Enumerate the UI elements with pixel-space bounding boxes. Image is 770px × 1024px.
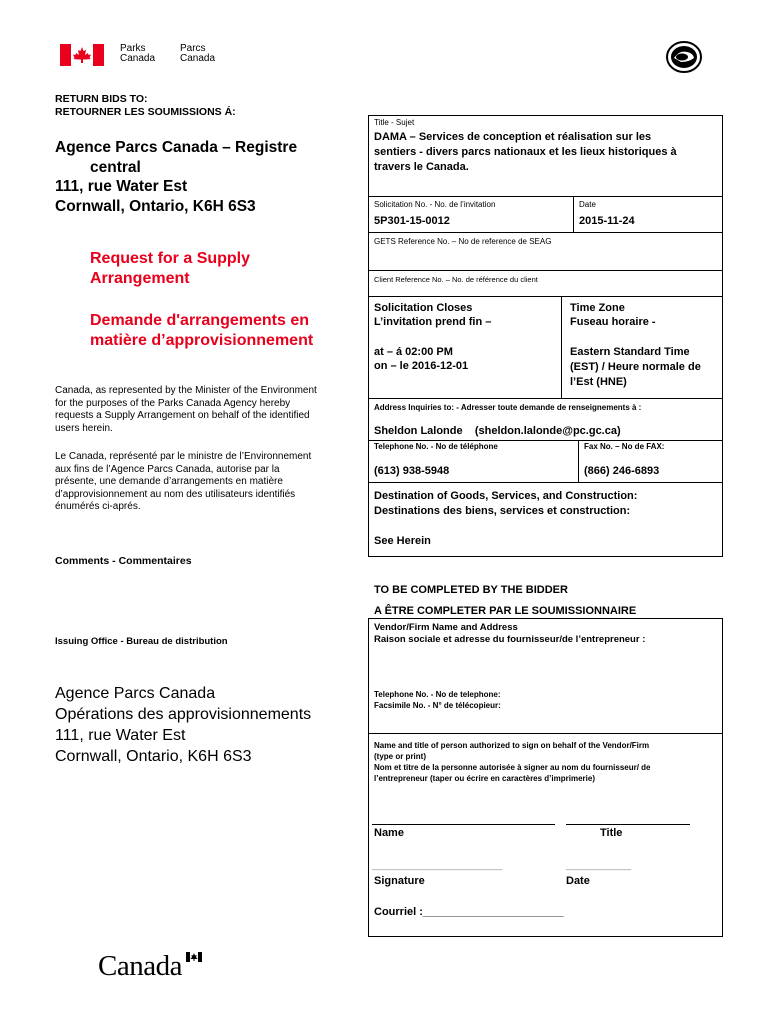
solicitation-no-value: 5P301-15-0012	[374, 215, 450, 227]
fax-label: Fax No. – No de FAX:	[584, 442, 665, 451]
gets-reference-label: GETS Reference No. – No de reference de SEAG	[374, 237, 552, 246]
solicitation-no-label: Solicitation No. - No. de l’invitation	[374, 200, 496, 209]
title-value-line: DAMA – Services de conception et réalisation sur les	[374, 131, 652, 143]
name-line	[372, 824, 555, 825]
title-value-line: sentiers - divers parcs nationaux et les lieux historiques à	[374, 146, 677, 158]
bidder-facsimile-label: Facsimile No. - N° de télécopieur:	[374, 701, 501, 710]
request-title-fr: matière d’approvisionnement	[90, 332, 314, 349]
telephone-value: (613) 938-5948	[374, 465, 450, 477]
closing-time: at – á 02:00 PM	[374, 346, 453, 358]
intro-paragraph-en	[55, 385, 317, 435]
request-title-en: Request for a Supply	[90, 250, 251, 267]
issuing-office-label: Issuing Office - Bureau de distribution	[55, 636, 228, 647]
bidder-telephone-label: Telephone No. - No de telephone:	[374, 690, 501, 699]
telephone-label: Telephone No. - No de téléphone	[374, 442, 498, 451]
bidder-heading-fr: A ÊTRE COMPLETER PAR LE SOUMISSIONNAIRE	[374, 605, 637, 617]
date-label: Date	[579, 200, 596, 209]
return-address-line: 111, rue Water Est	[55, 178, 188, 195]
intro-en-line: Canada, as represented by the Minister of the Environment	[55, 385, 317, 396]
issuing-address-line: Opérations des approvisionnements	[55, 706, 312, 723]
invitation-prend-fin-label: L’invitation prend fin –	[374, 316, 492, 328]
destination-label-en: Destination of Goods, Services, and Construction:	[374, 490, 638, 502]
courriel-field[interactable]: Courriel :_______________________	[374, 906, 564, 918]
return-address-line: central	[90, 158, 141, 176]
vendor-name-label: Vendor/Firm Name and Address	[374, 622, 518, 633]
canada-flag-icon	[60, 44, 104, 66]
intro-en-line: users herein.	[55, 422, 113, 434]
issuing-address-line: Agence Parcs Canada	[55, 685, 216, 702]
intro-fr-line: d’approvisionnement au nom des utilisateurs identifiés	[55, 488, 296, 500]
fuseau-horaire-label: Fuseau horaire -	[570, 316, 656, 328]
title-line	[566, 824, 690, 825]
parks-en-line1: Parks	[120, 43, 146, 54]
contact-name-email: Sheldon Lalonde (sheldon.lalonde@pc.gc.ca)	[374, 425, 621, 437]
time-zone-value: l’Est (HNE)	[570, 376, 627, 388]
issuing-address-line: 111, rue Water Est	[55, 727, 186, 744]
title-label: Title - Sujet	[374, 118, 415, 127]
intro-fr-line: aux fins de l’Agence Parcs Canada, autorise par la	[55, 463, 280, 475]
return-address	[55, 138, 297, 216]
time-zone-value: (EST) / Heure normale de	[570, 361, 701, 373]
fax-value: (866) 246-6893	[584, 465, 660, 477]
canada-wordmark-text: Canada	[98, 950, 182, 982]
return-address-line: Cornwall, Ontario, K6H 6S3	[55, 197, 256, 215]
solicitation-closes-label: Solicitation Closes	[374, 302, 473, 314]
signature-label: Signature	[374, 875, 425, 887]
beaver-emblem-icon	[665, 40, 703, 74]
signature-blank[interactable]: __________________________	[372, 860, 503, 870]
date-value: 2015-11-24	[579, 215, 635, 227]
issuing-office-address	[55, 683, 311, 767]
intro-fr-line: présente, une demande d’arrangements en matière	[55, 476, 283, 487]
intro-paragraph-fr	[55, 451, 311, 514]
authorized-person-label: Nom et titre de la personne autorisée à signer au nom du fournisseur/ de	[374, 763, 651, 772]
authorized-person-label: (type or print)	[374, 752, 426, 761]
canada-wordmark	[98, 950, 182, 984]
raison-sociale-label: Raison sociale et adresse du fournisseur/de l’entrepreneur :	[374, 634, 646, 645]
name-label: Name	[374, 827, 404, 839]
intro-fr-line: Le Canada, représenté par le ministre de l’Environnement	[55, 451, 312, 462]
bidder-heading-en: TO BE COMPLETED BY THE BIDDER	[374, 584, 568, 596]
issuing-address-line: Cornwall, Ontario, K6H 6S3	[55, 748, 252, 765]
title-value	[374, 130, 677, 175]
authorized-person-label: l’entrepreneur (taper ou écrire en caractères d’imprimerie)	[374, 774, 595, 783]
retourner-soumissions-label: RETOURNER LES SOUMISSIONS Á:	[55, 106, 236, 118]
closing-date: on – le 2016-12-01	[374, 360, 469, 372]
parks-canada-logo	[60, 44, 230, 68]
parks-fr-line1: Parcs	[180, 43, 206, 54]
time-zone-label: Time Zone	[570, 302, 625, 314]
intro-fr-line: énumérés ci-aprés.	[55, 501, 141, 512]
intro-en-line: requests a Supply Arrangement on behalf of the identified	[55, 410, 310, 421]
return-bids-label: RETURN BIDS TO:	[55, 93, 148, 105]
request-title-fr: Demande d'arrangements en	[90, 312, 309, 329]
authorized-person-label: Name and title of person authorized to sign on behalf of the Vendor/Firm	[374, 741, 650, 750]
comments-label: Comments - Commentaires	[55, 555, 192, 567]
client-reference-label: Client Reference No. – No. de référence du client	[374, 275, 538, 284]
date-blank[interactable]: _____________	[566, 860, 632, 870]
destination-label-fr: Destinations des biens, services et construction:	[374, 505, 631, 517]
parks-fr-line2: Canada	[180, 53, 216, 64]
wordmark-flag-icon	[186, 952, 202, 962]
address-inquiries-label: Address Inquiries to: - Adresser toute demande de renseignements à :	[374, 403, 642, 412]
parks-en-line2: Canada	[120, 53, 156, 64]
bidder-date-label: Date	[566, 875, 590, 887]
title-value-line: travers le Canada.	[374, 161, 469, 173]
time-zone-value: Eastern Standard Time	[570, 346, 690, 358]
return-address-line: Agence Parcs Canada – Registre	[55, 139, 298, 156]
request-title-en: Arrangement	[90, 270, 190, 287]
intro-en-line: for the purposes of the Parks Canada Agency hereby	[55, 397, 291, 409]
destination-value: See Herein	[374, 535, 431, 547]
bidder-title-label: Title	[600, 827, 623, 839]
